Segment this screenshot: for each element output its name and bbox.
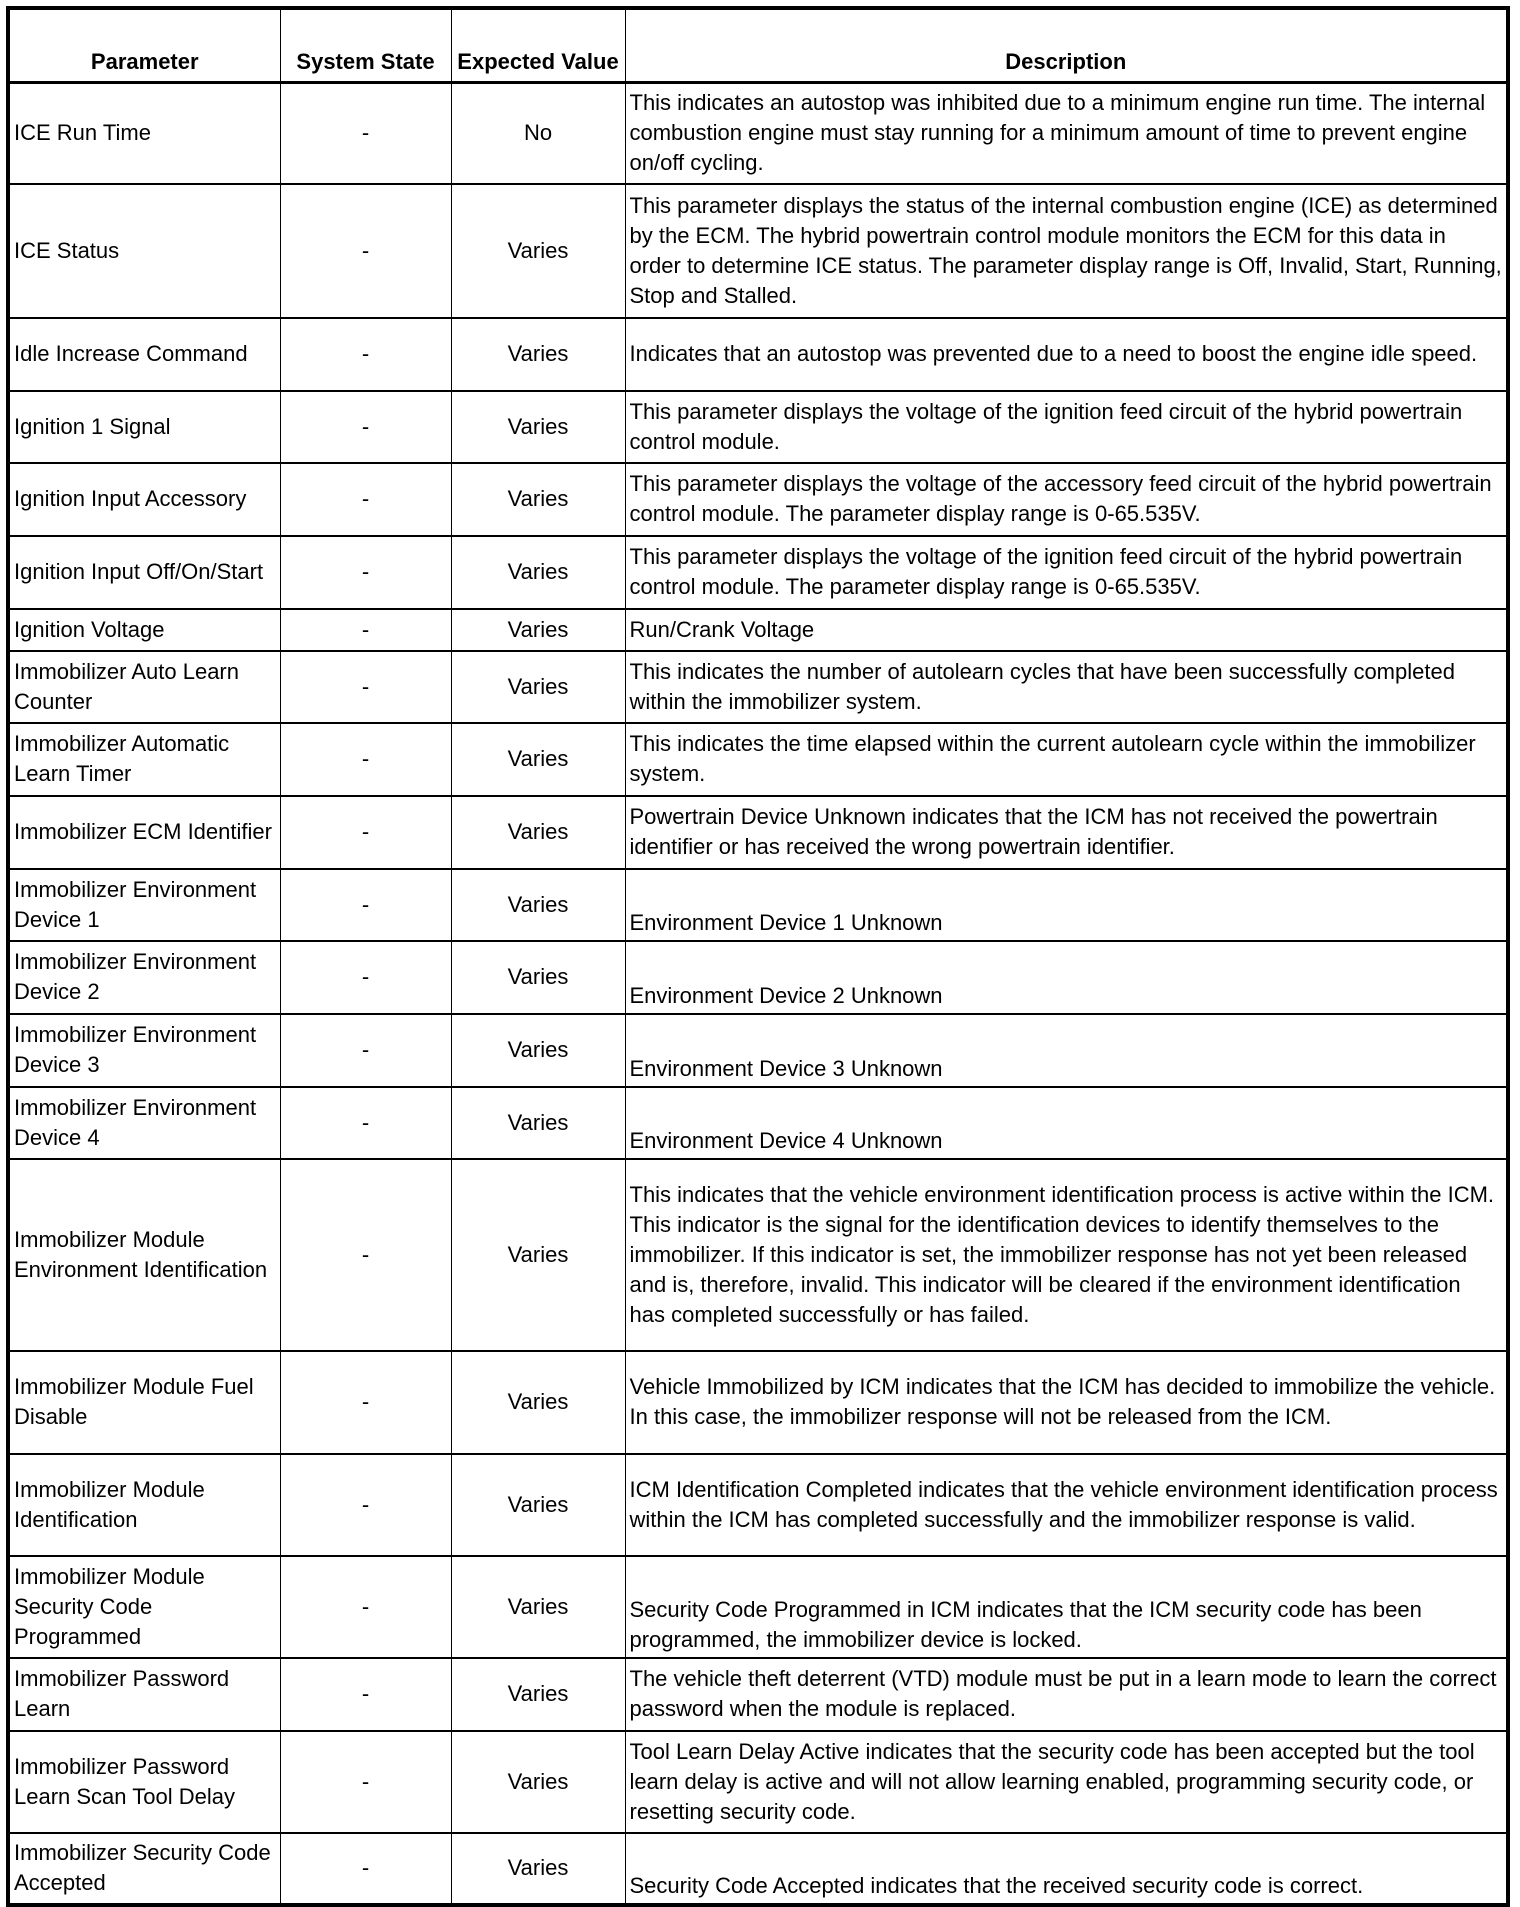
table-row	[8, 1159, 1508, 1351]
cell-expected-value: Varies	[451, 1658, 625, 1731]
table-body	[8, 83, 1508, 1905]
cell-expected-value: Varies	[451, 463, 625, 536]
cell-system-state: -	[280, 609, 451, 651]
table-header	[8, 8, 1508, 83]
cell-system-state: -	[280, 1731, 451, 1833]
cell-expected-value: Varies	[451, 536, 625, 609]
cell-parameter: Immobilizer Environment Device 4	[8, 1087, 280, 1159]
cell-system-state: -	[280, 941, 451, 1014]
cell-expected-value: Varies	[451, 796, 625, 869]
table-row	[8, 318, 1508, 391]
cell-expected-value: Varies	[451, 318, 625, 391]
cell-expected-value: Varies	[451, 1454, 625, 1556]
cell-system-state: -	[280, 723, 451, 796]
cell-expected-value: Varies	[451, 1731, 625, 1833]
cell-parameter: Idle Increase Command	[8, 318, 280, 391]
cell-system-state: -	[280, 796, 451, 869]
table-row	[8, 1833, 1508, 1905]
cell-description: Environment Device 1 Unknown	[625, 869, 1508, 941]
cell-parameter: Immobilizer Module Fuel Disable	[8, 1351, 280, 1454]
cell-parameter: Immobilizer Password Learn Scan Tool Delay	[8, 1731, 280, 1833]
cell-parameter: Immobilizer Environment Device 2	[8, 941, 280, 1014]
cell-parameter: Immobilizer Module Identification	[8, 1454, 280, 1556]
cell-description: ICM Identification Completed indicates that the vehicle environment identification process within the ICM has completed successfully and the immobilizer response is valid.	[625, 1454, 1508, 1556]
cell-expected-value: Varies	[451, 941, 625, 1014]
parameter-table	[6, 6, 1510, 1907]
cell-description: Security Code Programmed in ICM indicates that the ICM security code has been programmed, the immobilizer device is locked.	[625, 1556, 1508, 1658]
cell-expected-value: Varies	[451, 1087, 625, 1159]
cell-description: This parameter displays the voltage of the ignition feed circuit of the hybrid powertrain control module. The parameter display range is 0-65.535V.	[625, 536, 1508, 609]
table-row	[8, 83, 1508, 184]
cell-description: Environment Device 3 Unknown	[625, 1014, 1508, 1087]
cell-parameter: Ignition Input Off/On/Start	[8, 536, 280, 609]
cell-parameter: Ignition 1 Signal	[8, 391, 280, 463]
cell-description: Tool Learn Delay Active indicates that the security code has been accepted but the tool learn delay is active and will not allow learning enabled, programming security code, or resetting security code.	[625, 1731, 1508, 1833]
cell-expected-value: Varies	[451, 1351, 625, 1454]
header-parameter: Parameter	[8, 8, 280, 83]
table-row	[8, 1731, 1508, 1833]
cell-parameter: Immobilizer Automatic Learn Timer	[8, 723, 280, 796]
cell-description: Powertrain Device Unknown indicates that the ICM has not received the powertrain identifier or has received the wrong powertrain identifier.	[625, 796, 1508, 869]
header-row	[8, 8, 1508, 83]
cell-system-state: -	[280, 1454, 451, 1556]
cell-parameter: Immobilizer ECM Identifier	[8, 796, 280, 869]
table-row	[8, 796, 1508, 869]
table-row	[8, 1658, 1508, 1731]
cell-description: Environment Device 4 Unknown	[625, 1087, 1508, 1159]
cell-description: This indicates an autostop was inhibited due to a minimum engine run time. The internal combustion engine must stay running for a minimum amount of time to prevent engine on/off cycling.	[625, 83, 1508, 184]
table-row	[8, 391, 1508, 463]
cell-system-state: -	[280, 1351, 451, 1454]
cell-system-state: -	[280, 1833, 451, 1905]
cell-system-state: -	[280, 1087, 451, 1159]
cell-expected-value: Varies	[451, 723, 625, 796]
cell-system-state: -	[280, 536, 451, 609]
cell-system-state: -	[280, 1658, 451, 1731]
cell-system-state: -	[280, 1159, 451, 1351]
cell-expected-value: Varies	[451, 609, 625, 651]
cell-expected-value: Varies	[451, 1014, 625, 1087]
cell-description: This indicates that the vehicle environment identification process is active within the ICM. This indicator is the signal for the identification devices to identify themselves to the immobilizer. If this indicator is set, the immobilizer response has not yet been released and is, therefore, invalid. This indicator will be cleared if the environment identification has completed successfully or has failed.	[625, 1159, 1508, 1351]
cell-parameter: Immobilizer Environment Device 1	[8, 869, 280, 941]
cell-system-state: -	[280, 391, 451, 463]
table-row	[8, 723, 1508, 796]
cell-system-state: -	[280, 1556, 451, 1658]
table-row	[8, 1556, 1508, 1658]
header-system-state: System State	[280, 8, 451, 83]
cell-system-state: -	[280, 318, 451, 391]
cell-parameter: Immobilizer Auto Learn Counter	[8, 651, 280, 723]
cell-description: Run/Crank Voltage	[625, 609, 1508, 651]
table-row	[8, 1351, 1508, 1454]
table-row	[8, 609, 1508, 651]
cell-description: Indicates that an autostop was prevented due to a need to boost the engine idle speed.	[625, 318, 1508, 391]
cell-system-state: -	[280, 1014, 451, 1087]
table-row	[8, 869, 1508, 941]
cell-parameter: Immobilizer Module Environment Identification	[8, 1159, 280, 1351]
cell-description: This parameter displays the status of the internal combustion engine (ICE) as determined by the ECM. The hybrid powertrain control module monitors the ECM for this data in order to determine ICE status. The parameter display range is Off, Invalid, Start, Running, Stop and Stalled.	[625, 184, 1508, 318]
cell-expected-value: Varies	[451, 869, 625, 941]
cell-expected-value: Varies	[451, 1833, 625, 1905]
table-row	[8, 941, 1508, 1014]
cell-expected-value: Varies	[451, 1159, 625, 1351]
table-row	[8, 463, 1508, 536]
cell-description: This parameter displays the voltage of the accessory feed circuit of the hybrid powertrain control module. The parameter display range is 0-65.535V.	[625, 463, 1508, 536]
cell-parameter: Ignition Input Accessory	[8, 463, 280, 536]
header-description: Description	[625, 8, 1508, 83]
cell-parameter: Immobilizer Password Learn	[8, 1658, 280, 1731]
cell-parameter: Immobilizer Security Code Accepted	[8, 1833, 280, 1905]
cell-parameter: Immobilizer Module Security Code Programmed	[8, 1556, 280, 1658]
cell-parameter: Ignition Voltage	[8, 609, 280, 651]
table-row	[8, 184, 1508, 318]
cell-parameter: ICE Run Time	[8, 83, 280, 184]
cell-expected-value: Varies	[451, 651, 625, 723]
header-expected-value: Expected Value	[451, 8, 625, 83]
cell-parameter: Immobilizer Environment Device 3	[8, 1014, 280, 1087]
parameter-table-container	[6, 6, 1510, 1907]
cell-description: This parameter displays the voltage of the ignition feed circuit of the hybrid powertrain control module.	[625, 391, 1508, 463]
cell-system-state: -	[280, 83, 451, 184]
table-row	[8, 1014, 1508, 1087]
table-row	[8, 536, 1508, 609]
table-row	[8, 1087, 1508, 1159]
cell-description: The vehicle theft deterrent (VTD) module must be put in a learn mode to learn the correct password when the module is replaced.	[625, 1658, 1508, 1731]
cell-system-state: -	[280, 184, 451, 318]
cell-expected-value: Varies	[451, 1556, 625, 1658]
cell-description: This indicates the time elapsed within the current autolearn cycle within the immobilizer system.	[625, 723, 1508, 796]
cell-system-state: -	[280, 869, 451, 941]
cell-description: Environment Device 2 Unknown	[625, 941, 1508, 1014]
cell-expected-value: Varies	[451, 391, 625, 463]
cell-expected-value: Varies	[451, 184, 625, 318]
cell-description: Security Code Accepted indicates that the received security code is correct.	[625, 1833, 1508, 1905]
cell-system-state: -	[280, 651, 451, 723]
cell-expected-value: No	[451, 83, 625, 184]
cell-parameter: ICE Status	[8, 184, 280, 318]
table-row	[8, 1454, 1508, 1556]
cell-system-state: -	[280, 463, 451, 536]
cell-description: Vehicle Immobilized by ICM indicates that the ICM has decided to immobilize the vehicle. In this case, the immobilizer response will not be released from the ICM.	[625, 1351, 1508, 1454]
cell-description: This indicates the number of autolearn cycles that have been successfully completed within the immobilizer system.	[625, 651, 1508, 723]
table-row	[8, 651, 1508, 723]
